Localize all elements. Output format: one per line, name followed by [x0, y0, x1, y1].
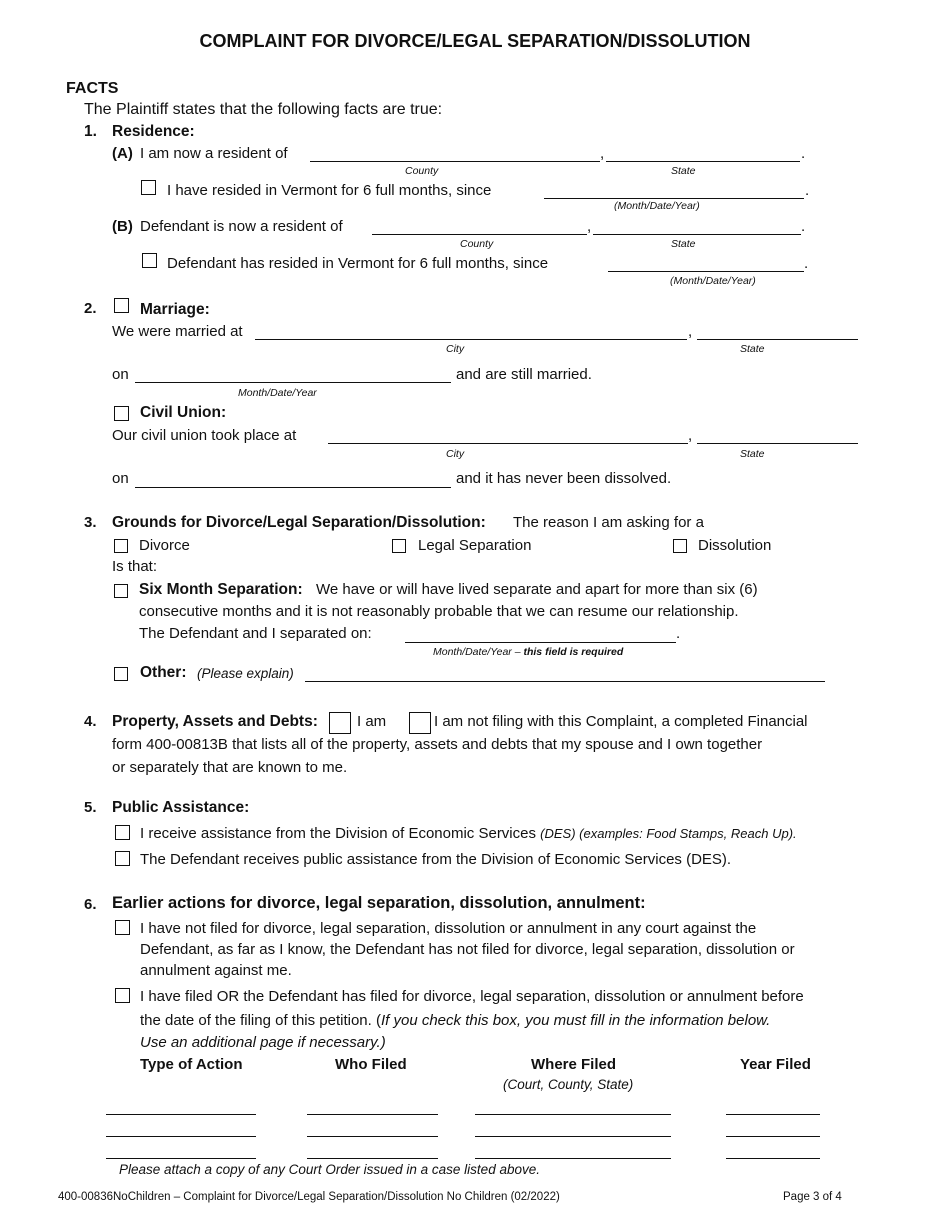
row-2-where-field[interactable] — [475, 1136, 671, 1137]
six-month-heading: Six Month Separation: — [139, 581, 303, 598]
legal-separation-label: Legal Separation — [418, 537, 532, 554]
section-4-number: 4. — [84, 713, 97, 730]
dissolution-checkbox[interactable] — [673, 539, 687, 553]
section-4-heading: Property, Assets and Debts: — [112, 713, 318, 730]
marriage-heading: Marriage: — [140, 301, 210, 318]
plaintiff-resided-checkbox[interactable] — [141, 180, 156, 195]
have-filed-text-1: I have filed OR the Defendant has filed for divorce, legal separation, dissolution or annulment before — [140, 988, 804, 1005]
county-caption: County — [460, 238, 494, 250]
dissolution-label: Dissolution — [698, 537, 772, 554]
defendant-state-field[interactable] — [593, 234, 801, 235]
defendant-resided-checkbox[interactable] — [142, 253, 157, 268]
row-2-who-field[interactable] — [307, 1136, 438, 1137]
col-where-filed-sub: (Court, County, State) — [503, 1077, 634, 1092]
city-caption: City — [446, 448, 465, 460]
plaintiff-state-field[interactable] — [606, 161, 800, 162]
plaintiff-resided-text: I have resided in Vermont for 6 full months, since — [167, 182, 492, 199]
section-1-heading: Residence: — [112, 123, 195, 140]
section-5-heading: Public Assistance: — [112, 799, 250, 816]
state-caption: State — [671, 165, 696, 177]
period: . — [805, 182, 810, 199]
have-filed-text-2: the date of the filing of this petition. (If you check this box, you must fill in the information below. — [140, 1012, 771, 1029]
divorce-checkbox[interactable] — [114, 539, 128, 553]
have-filed-text-3: Use an additional page if necessary.) — [140, 1034, 386, 1051]
section-5-number: 5. — [84, 799, 97, 816]
period: . — [676, 625, 681, 642]
defendant-county-field[interactable] — [372, 234, 587, 235]
row-1-year-field[interactable] — [726, 1114, 820, 1115]
still-married-text: and are still married. — [456, 366, 592, 383]
not-filed-text-2: Defendant, as far as I know, the Defendant has not filed for divorce, legal separation, dissolution or — [140, 941, 795, 958]
residence-b-label: (B) — [112, 218, 133, 235]
property-text-1: I am not filing with this Complaint, a completed Financial — [434, 713, 808, 730]
not-filed-checkbox[interactable] — [115, 920, 130, 935]
row-2-year-field[interactable] — [726, 1136, 820, 1137]
footer-page-number: Page 3 of 4 — [783, 1191, 842, 1203]
state-caption: State — [740, 448, 765, 460]
on-text: on — [112, 366, 129, 383]
civil-union-checkbox[interactable] — [114, 406, 129, 421]
row-1-who-field[interactable] — [307, 1114, 438, 1115]
row-3-where-field[interactable] — [475, 1158, 671, 1159]
col-type-of-action: Type of Action — [140, 1056, 243, 1073]
civil-union-state-field[interactable] — [697, 443, 858, 444]
section-2-number: 2. — [84, 300, 97, 317]
state-caption: State — [740, 343, 765, 355]
six-month-text: We have or will have lived separate and apart for more than six (6) — [316, 581, 758, 598]
section-6-number: 6. — [84, 896, 97, 913]
residence-b-text: Defendant is now a resident of — [140, 218, 343, 235]
property-text-3: or separately that are known to me. — [112, 759, 348, 776]
not-filed-text-3: annulment against me. — [140, 962, 292, 979]
is-that-text: Is that: — [112, 558, 158, 575]
have-filed-checkbox[interactable] — [115, 988, 130, 1003]
date-caption: (Month/Date/Year) — [614, 200, 700, 212]
i-am-filing-checkbox[interactable] — [329, 712, 351, 734]
col-year-filed: Year Filed — [740, 1056, 811, 1073]
plaintiff-resided-date-field[interactable] — [544, 198, 804, 199]
county-caption: County — [405, 165, 439, 177]
six-month-text-2: consecutive months and it is not reasonably probable that we can resume our relationship. — [139, 603, 739, 620]
not-filed-text-1: I have not filed for divorce, legal separation, dissolution or annulment in any court against the — [140, 920, 757, 937]
col-where-filed: Where Filed — [531, 1056, 617, 1073]
period: . — [804, 255, 809, 272]
row-1-type-field[interactable] — [106, 1114, 256, 1115]
section-3-heading: Grounds for Divorce/Legal Separation/Dissolution: — [112, 514, 486, 531]
civil-took-place-text: Our civil union took place at — [112, 427, 297, 444]
i-am-text: I am — [357, 713, 387, 730]
section-3-number: 3. — [84, 514, 97, 531]
property-text-2: form 400-00813B that lists all of the property, assets and debts that my spouse and I own together — [112, 736, 763, 753]
separated-on-text: The Defendant and I separated on: — [139, 625, 372, 642]
period: . — [801, 218, 806, 235]
divorce-label: Divorce — [139, 537, 190, 554]
plaintiff-assistance-checkbox[interactable] — [115, 825, 130, 840]
facts-intro: The Plaintiff states that the following facts are true: — [84, 101, 443, 118]
please-explain-text: (Please explain) — [197, 666, 294, 681]
on-text: on — [112, 470, 129, 487]
row-3-type-field[interactable] — [106, 1158, 256, 1159]
marriage-checkbox[interactable] — [114, 298, 129, 313]
civil-union-date-field[interactable] — [135, 487, 451, 488]
page-title: COMPLAINT FOR DIVORCE/LEGAL SEPARATION/DISSOLUTION — [199, 31, 751, 51]
other-heading: Other: — [140, 664, 187, 681]
state-caption: State — [671, 238, 696, 250]
defendant-assistance-checkbox[interactable] — [115, 851, 130, 866]
residence-a-label: (A) — [112, 145, 133, 162]
civil-union-heading: Civil Union: — [140, 404, 227, 421]
section-1-number: 1. — [84, 123, 97, 140]
section-6-heading: Earlier actions for divorce, legal separation, dissolution, annulment: — [112, 894, 646, 912]
defendant-resided-text: Defendant has resided in Vermont for 6 full months, since — [167, 255, 549, 272]
other-checkbox[interactable] — [114, 667, 128, 681]
i-am-not-filing-checkbox[interactable] — [409, 712, 431, 734]
reason-text: The reason I am asking for a — [513, 514, 704, 531]
separation-date-field[interactable] — [405, 642, 676, 643]
never-dissolved-text: and it has never been dissolved. — [456, 470, 672, 487]
col-who-filed: Who Filed — [335, 1056, 407, 1073]
defendant-assistance-text: The Defendant receives public assistance from the Division of Economic Services (DES). — [140, 851, 732, 868]
period: . — [801, 145, 806, 162]
attach-note: Please attach a copy of any Court Order issued in a case listed above. — [119, 1162, 540, 1177]
plaintiff-assistance-text: I receive assistance from the Division of Economic Services (DES) (examples: Food Stamps, Reach Up). — [140, 825, 797, 842]
other-explain-field[interactable] — [305, 681, 825, 682]
marriage-city-field[interactable] — [255, 339, 687, 340]
row-2-type-field[interactable] — [106, 1136, 256, 1137]
legal-separation-checkbox[interactable] — [392, 539, 406, 553]
date-caption: Month/Date/Year — [238, 387, 317, 399]
row-3-who-field[interactable] — [307, 1158, 438, 1159]
city-caption: City — [446, 343, 465, 355]
row-1-where-field[interactable] — [475, 1114, 671, 1115]
comma: , — [587, 218, 592, 235]
married-at-text: We were married at — [112, 323, 243, 340]
comma: , — [688, 427, 693, 444]
row-3-year-field[interactable] — [726, 1158, 820, 1159]
required-date-caption: Month/Date/Year – this field is required — [433, 646, 624, 658]
six-month-checkbox[interactable] — [114, 584, 128, 598]
defendant-resided-date-field[interactable] — [608, 271, 804, 272]
residence-a-text: I am now a resident of — [140, 145, 288, 162]
footer-form-id: 400-00836NoChildren – Complaint for Divorce/Legal Separation/Dissolution No Children (02/2022) — [58, 1191, 560, 1203]
comma: , — [688, 323, 693, 340]
date-caption: (Month/Date/Year) — [670, 275, 756, 287]
comma: , — [600, 145, 605, 162]
marriage-date-field[interactable] — [135, 382, 451, 383]
marriage-state-field[interactable] — [697, 339, 858, 340]
facts-heading: FACTS — [66, 80, 119, 97]
plaintiff-county-field[interactable] — [310, 161, 600, 162]
civil-union-city-field[interactable] — [328, 443, 688, 444]
